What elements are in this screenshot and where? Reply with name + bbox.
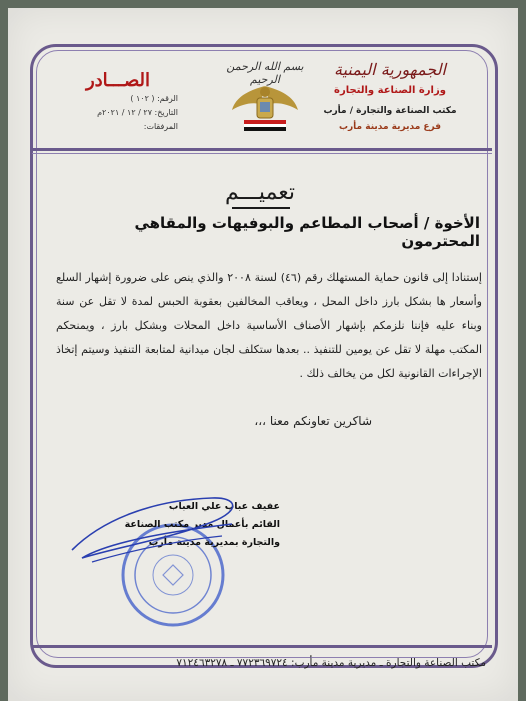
handwritten-signature-icon [62, 480, 252, 570]
signatory-unit: والتجارة بمديرية مدينة مأرب [148, 537, 280, 548]
office-name: مكتب الصناعة والتجارة / مأرب [323, 106, 457, 116]
circular-title: تعميـــم [224, 180, 296, 205]
closing-thanks: شاكرين تعاونكم معنا ،،، [254, 414, 372, 428]
addressee-line: الأخوة / أصحاب المطاعم والبوفيهات والمقاهي المحترمون [134, 214, 480, 250]
circular-body: إستنادا إلى قانون حماية المستهلك رقم (٤٦) لسنة ٢٠٠٨ والذي ينص على ضرورة إشهار السلع وأسعار ها بشكل بارز داخل المحل ، ويعاقب المخالفين بعقوبة الحبس لمدة لا تقل عن سنة وبناء عليه فإننا نلزمكم بإشهار الأصناف الأساسية داخل المحلات وبشكل بارز ، ويمنحكم المكتب مهلة لا تقل عن يومين للتنفيذ .. بعدها ستكلف لجان ميدانية لمتابعة التنفيذ وسيتم إتخاذ الإجراءات القانونية لكل من يخالف ذلك . [56, 271, 482, 380]
footer-contact: مكتب الصناعة والتجارة ـ مديرية مدينة مأرب: ٧٧٢٣٦٩٧٢٤ ـ ٧١٢٤٦٣٢٧٨ [176, 657, 486, 669]
reference-number: الرقم: ( ١٠٢ ) [130, 94, 178, 103]
header-divider [32, 148, 492, 151]
outgoing-label: الصـــادر [85, 70, 151, 91]
republic-name: الجمهورية اليمنية [333, 60, 446, 79]
attachments-label: المرفقات: [143, 122, 178, 131]
basmala: بسم الله الرحمن الرحيم [226, 60, 304, 86]
letterhead-right [310, 60, 470, 132]
signatory-name: عفيف عباب علي العباب [168, 501, 280, 512]
ministry-name: وزارة الصناعة والتجارة [334, 85, 446, 96]
yemen-emblem-icon [230, 82, 300, 134]
title-underline [232, 207, 290, 209]
letterhead-left [58, 70, 178, 133]
branch-name: فرع مديرية مدينة مأرب [338, 122, 442, 132]
footer-divider [32, 645, 492, 648]
header-divider-thin [32, 153, 492, 154]
signatory-role: القائم بأعمال مدير مكتب الصناعة [124, 519, 280, 530]
reference-date: التاريخ: ٢٧ / ١٢ / ٢٠٢١م [97, 108, 178, 117]
